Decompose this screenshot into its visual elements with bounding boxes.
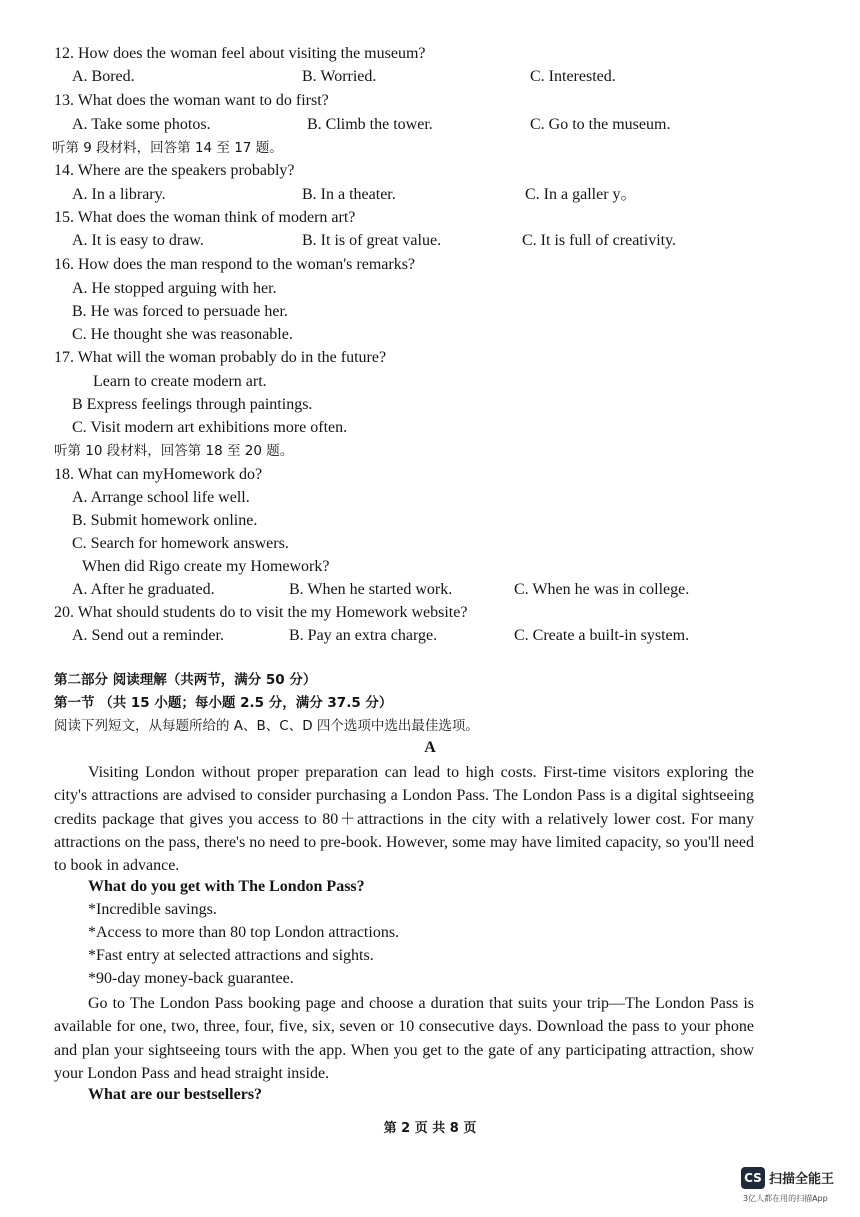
- question-17: 17. What will the woman probably do in the future?: [54, 349, 387, 366]
- option: C. It is full of creativity.: [522, 232, 677, 249]
- option: B. Worried.: [302, 68, 377, 85]
- question-18: 18. What can myHomework do?: [54, 466, 263, 483]
- option: B. In a theater.: [302, 186, 396, 203]
- bullet-item: *Access to more than 80 top London attractions.: [88, 924, 400, 941]
- option: C. Interested.: [530, 68, 616, 85]
- logo-name: 扫描全能王: [769, 1172, 835, 1187]
- subheading-what-you-get: What do you get with The London Pass?: [88, 878, 365, 895]
- question-15: 15. What does the woman think of modern art?: [54, 209, 356, 226]
- passage-paragraph-2: [54, 992, 754, 1085]
- option: Learn to create modern art.: [93, 373, 267, 390]
- option: C. He thought she was reasonable.: [72, 326, 293, 343]
- part2-heading: 第二部分 阅读理解（共两节，满分 50 分）: [54, 672, 317, 688]
- subheading-bestsellers: What are our bestsellers?: [88, 1086, 263, 1103]
- bullet-item: *90-day money-back guarantee.: [88, 970, 294, 987]
- question-13: 13. What does the woman want to do first?: [54, 92, 329, 109]
- option: C. In a galler y。: [525, 186, 637, 203]
- option: C. When he was in college.: [514, 581, 690, 598]
- passage-title: A: [424, 739, 436, 756]
- option: A. In a library.: [72, 186, 166, 203]
- paragraph-2-text: Go to The London Pass booking page and choose a duration that suits your trip—The London Pass is available for one, two, three, four, five, six, seven or 10 consecutive days. Download the pass to your phone and plan your sightseeing tours with the app. When you get to the gate of any participating attraction, show your London Pass and head straight inside.: [54, 995, 754, 1082]
- section1-text: 第一节 （共 15 小题；每小题 2.5 分，满分 37.5 分）: [54, 695, 393, 711]
- question-19: When did Rigo create my Homework?: [82, 558, 330, 575]
- option: A. It is easy to draw.: [72, 232, 204, 249]
- option: B. He was forced to persuade her.: [72, 303, 288, 320]
- bullet-item: *Incredible savings.: [88, 901, 217, 918]
- option: A. Send out a reminder.: [72, 627, 224, 644]
- bullet-item: *Fast entry at selected attractions and sights.: [88, 947, 374, 964]
- option: A. Arrange school life well.: [72, 489, 250, 506]
- option: B. When he started work.: [289, 581, 453, 598]
- option: B Express feelings through paintings.: [72, 396, 313, 413]
- option: C. Create a built-in system.: [514, 627, 690, 644]
- question-16: 16. How does the man respond to the woman's remarks?: [54, 256, 416, 273]
- question-14: 14. Where are the speakers probably?: [54, 162, 295, 179]
- page-number: 第 2 页 共 8 页: [383, 1121, 477, 1136]
- camscanner-logo-icon: CS: [741, 1167, 765, 1189]
- option: A. After he graduated.: [72, 581, 215, 598]
- option: B. Pay an extra charge.: [289, 627, 438, 644]
- option: A. Take some photos.: [72, 116, 211, 133]
- option: B. Climb the tower.: [307, 116, 433, 133]
- paragraph-1-text: Visiting London without proper preparation can lead to high costs. First-time visitors exploring the city's attractions are advised to consider purchasing a London Pass. The London Pass is a digital sightseeing credits package that gives you access to 80＋attractions in the city with a relatively lower cost. For many attractions on the pass, there's no need to pre-book. However, some may have limited capacity, so you'll need to book in advance.: [54, 764, 754, 875]
- instruction-segment-9: 听第 9 段材料，回答第 14 至 17 题。: [52, 140, 283, 156]
- option: C. Go to the museum.: [530, 116, 671, 133]
- option: C. Search for homework answers.: [72, 535, 289, 552]
- option: B. Submit homework online.: [72, 512, 258, 529]
- option: A. Bored.: [72, 68, 135, 85]
- instruction-segment-10: 听第 10 段材料，回答第 18 至 20 题。: [54, 443, 294, 459]
- option: B. It is of great value.: [302, 232, 442, 249]
- option: A. He stopped arguing with her.: [72, 280, 277, 297]
- directions: 阅读下列短文，从每题所给的 A、B、C、D 四个选项中选出最佳选项。: [54, 718, 479, 734]
- question-20: 20. What should students do to visit the my Homework website?: [54, 604, 468, 621]
- question-12: 12. How does the woman feel about visiting the museum?: [54, 45, 426, 62]
- passage-paragraph-1: [54, 761, 754, 877]
- section1-heading: [54, 693, 392, 713]
- logo-tagline: 3亿人都在用的扫描App: [743, 1194, 828, 1203]
- scanner-watermark: [741, 1165, 851, 1210]
- option: C. Visit modern art exhibitions more often.: [72, 419, 348, 436]
